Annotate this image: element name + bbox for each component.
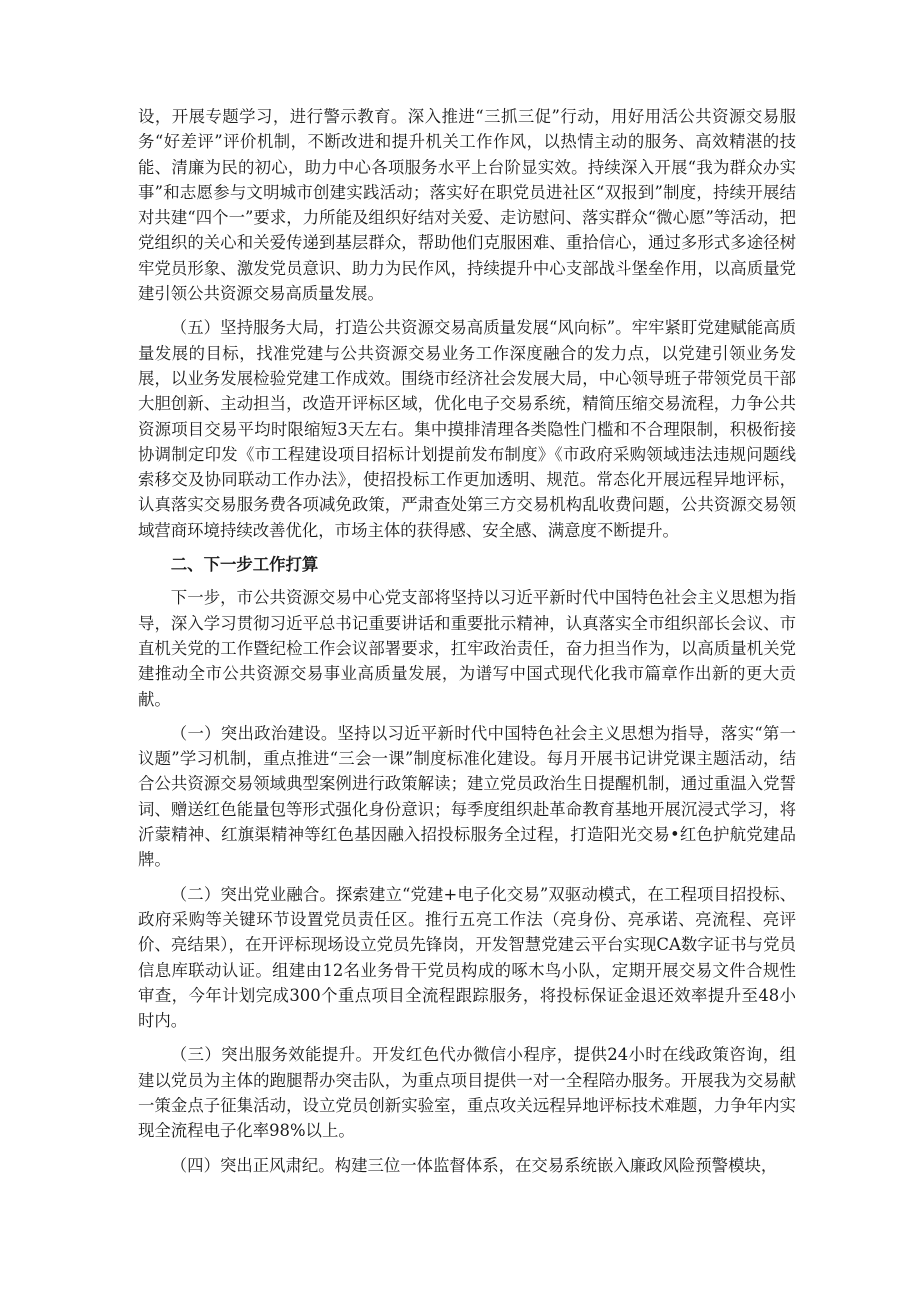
paragraph-item-four-discipline: （四）突出正风肃纪。构建三位一体监督体系，在交易系统嵌入廉政风险预警模块， [170,1155,778,1175]
paragraph-item-two-integration: （二）突出党业融合。探索建立“党建+电子化交易”双驱动模式，在工程项目招投标、政府采购等关键环节设置党员责任区。推行五亮工作法（亮身份、亮承诺、亮流程、亮评价、亮结果），在开评标现场设立党员先锋岗，开发智慧党建云平台实现CA数字证书与党员信息库联动认证。组建由12名业务骨干党员构成的啄木鸟小队，定期开展交易文件合规性审查，今年计划完成300个重点项目全流程跟踪服务，将投标保证金退还效率提升至48小时内。 [138,884,796,1031]
paragraph-item-three-service: （三）突出服务效能提升。开发红色代办微信小程序，提供24小时在线政策咨询，组建以党员为主体的跑腿帮办突击队，为重点项目提供一对一全程陪办服务。开展我为交易献一策金点子征集活动，设立党员创新实验室，重点攻关远程异地评标技术难题，力争年内实现全流程电子化率98%以上。 [138,1045,796,1141]
document-page [138,104,796,1187]
paragraph-section-five: （五）坚持服务大局，打造公共资源交易高质量发展“风向标”。牢牢紧盯党建赋能高质量发展的目标，找准党建与公共资源交易业务工作深度融合的发力点，以党建引领业务发展，以业务发展检验党建工作成效。围绕市经济社会发展大局，中心领导班子带领党员干部大胆创新、主动担当，改造开评标区域，优化电子交易系统，精简压缩交易流程，力争公共资源项目交易平均时限缩短3天左右。集中摸排清理各类隐性门槛和不合理限制，积极衔接协调制定印发《市工程建设项目招标计划提前发布制度》《市政府采购领域违法违规问题线索移交及协同联动工作办法》，使招投标工作更加透明、规范。常态化开展远程异地评标，认真落实交易服务费各项减免政策，严肃查处第三方交易机构乱收费问题，公共资源交易领域营商环境持续改善优化，市场主体的获得感、安全感、满意度不断提升。 [138,318,796,540]
paragraph-next-steps-intro: 下一步，市公共资源交易中心党支部将坚持以习近平新时代中国特色社会主义思想为指导，深入学习贯彻习近平总书记重要讲话和重要批示精神，认真落实全市组织部长会议、市直机关党的工作暨纪检工作会议部署要求，扛牢政治责任，奋力担当作为，以高质量机关党建推动全市公共资源交易事业高质量发展，为谱写中国式现代化我市篇章作出新的更大贡献。 [138,588,796,709]
paragraph-item-one-political: （一）突出政治建设。坚持以习近平新时代中国特色社会主义思想为指导，落实“第一议题”学习机制，重点推进“三会一课”制度标准化建设。每月开展书记讲党课主题活动，结合公共资源交易领域典型案例进行政策解读；建立党员政治生日提醒机制，通过重温入党誓词、赠送红色能量包等形式强化身份意识；每季度组织赴革命教育基地开展沉浸式学习，将沂蒙精神、红旗渠精神等红色基因融入招投标服务全过程，打造阳光交易•红色护航党建品牌。 [138,723,796,870]
section-heading-next-steps: 二、下一步工作打算 [170,555,319,575]
paragraph-party-building-continued: 设，开展专题学习，进行警示教育。深入推进“三抓三促”行动，用好用活公共资源交易服务“好差评”评价机制，不断改进和提升机关工作作风，以热情主动的服务、高效精湛的技能、清廉为民的初心，助力中心各项服务水平上台阶显实效。持续深入开展“我为群众办实事”和志愿参与文明城市创建实践活动；落实好在职党员进社区“双报到”制度，持续开展结对共建“四个一”要求，力所能及组织好结对关爱、走访慰问、落实群众“微心愿”等活动，把党组织的关心和关爱传递到基层群众，帮助他们克服困难、重拾信心，通过多形式多途径树牢党员形象、激发党员意识、助力为民作风，持续提升中心支部战斗堡垒作用，以高质量党建引领公共资源交易高质量发展。 [138,107,796,304]
